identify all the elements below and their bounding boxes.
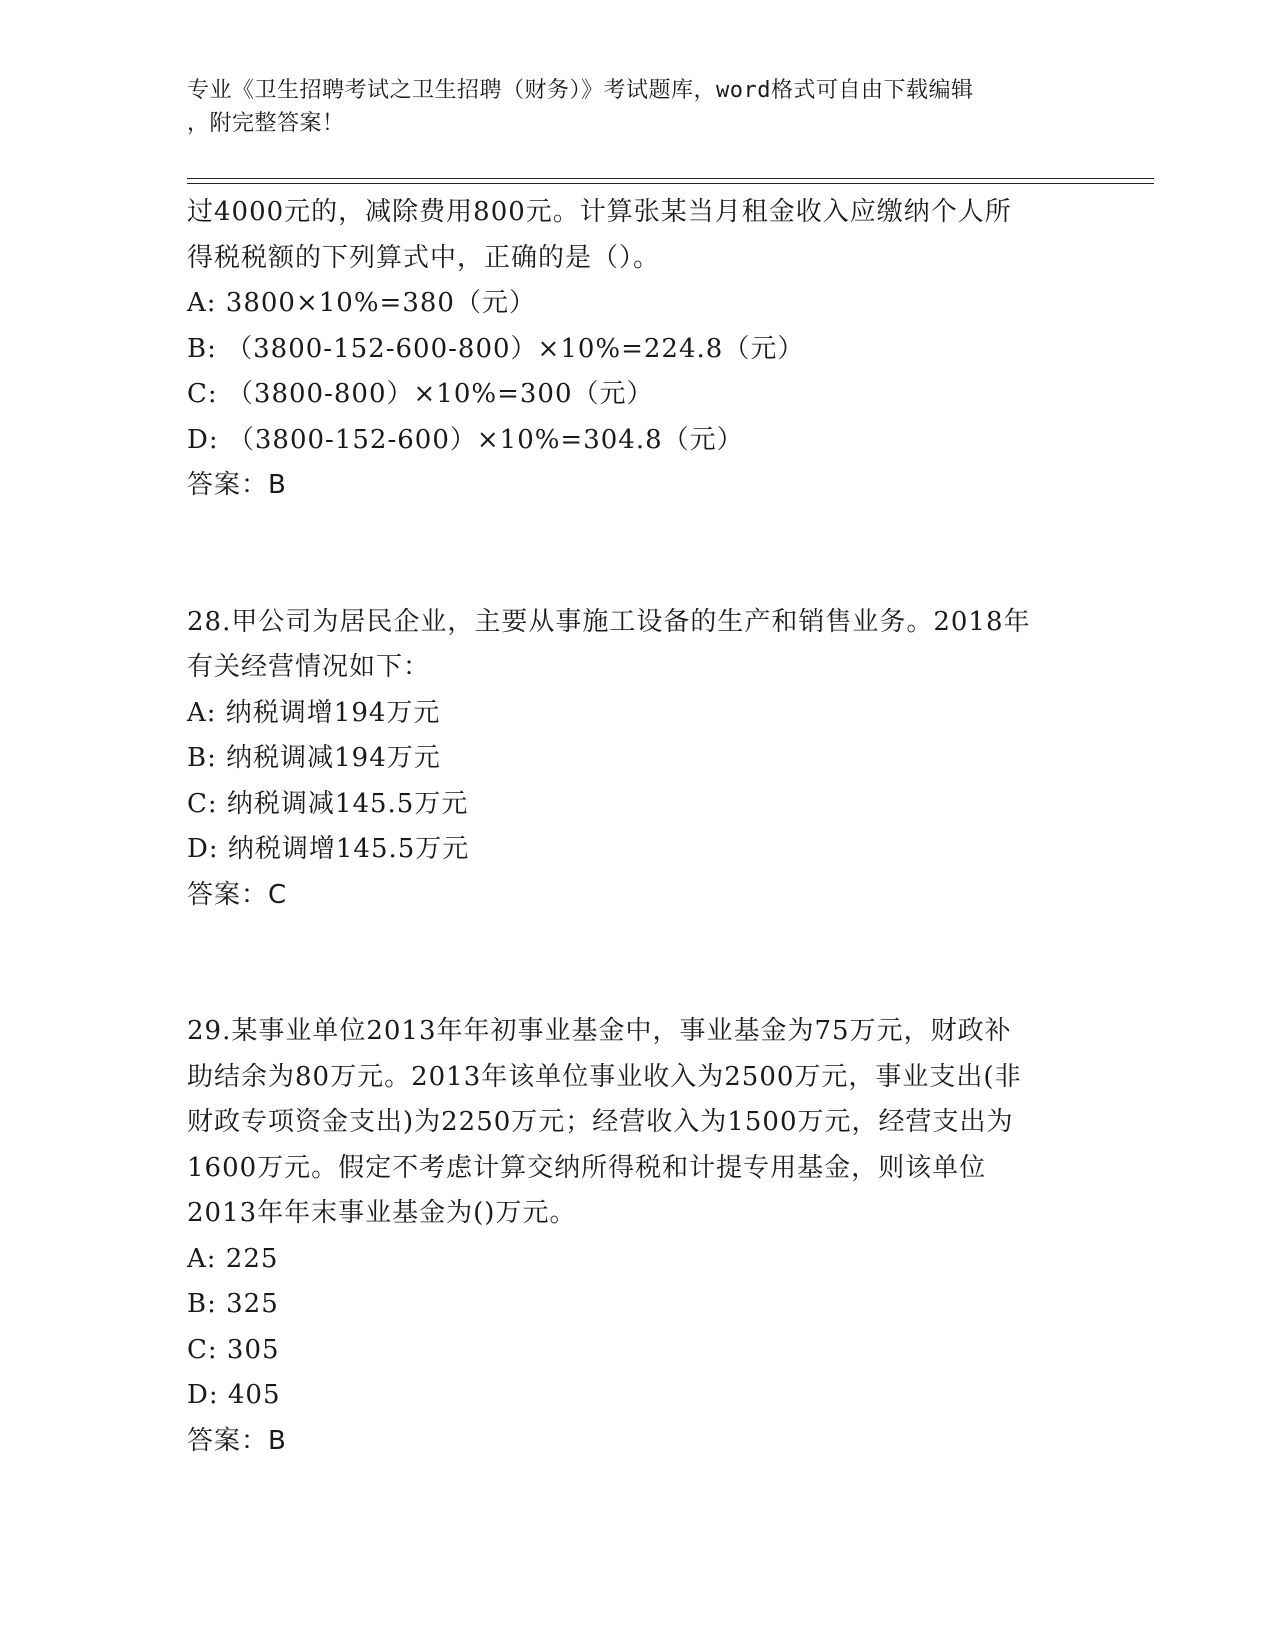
question-28	[187, 600, 1087, 919]
option-b: B: 纳税调减194万元	[187, 743, 441, 773]
question-text-line: 29.某事业单位2013年年初事业基金中，事业基金为75万元，财政补	[187, 1016, 1012, 1046]
option-d: D: （3800-152-600）×10%=304.8（元）	[187, 424, 744, 455]
option-a: A: 225	[187, 1243, 279, 1274]
spacer	[187, 918, 1087, 1009]
answer: 答案：C	[187, 879, 288, 910]
question-text-line: 助结余为80万元。2013年该单位事业收入为2500万元，事业支出(非	[187, 1061, 1022, 1092]
option-b: B: 325	[187, 1289, 279, 1319]
page-content	[187, 190, 1087, 1464]
question-27	[187, 190, 1087, 509]
header-line-2: ，附完整答案！	[187, 111, 345, 136]
option-d: D: 405	[187, 1380, 281, 1410]
option-d: D: 纳税调增145.5万元	[187, 834, 470, 864]
question-text-line: 财政专项资金支出)为2250万元；经营收入为1500万元，经营支出为	[187, 1107, 1014, 1137]
header-line-1: 专业《卫生招聘考试之卫生招聘（财务）》考试题库，word格式可自由下载编辑	[187, 78, 974, 103]
header-divider-bottom	[187, 183, 1154, 184]
option-a: A: 3800×10%=380（元）	[187, 288, 536, 318]
page-header	[187, 74, 1067, 140]
question-text-line: 得税税额的下列算式中，正确的是（）。	[187, 242, 661, 273]
question-text-line: 过4000元的，减除费用800元。计算张某当月租金收入应缴纳个人所	[187, 197, 1012, 227]
question-text-line: 2013年年末事业基金为()万元。	[187, 1198, 577, 1228]
option-c: C: 305	[187, 1334, 280, 1365]
question-text-line: 1600万元。假定不考虑计算交纳所得税和计提专用基金，则该单位	[187, 1152, 987, 1183]
question-text-line: 有关经营情况如下：	[187, 652, 431, 682]
header-divider-top	[187, 178, 1154, 179]
spacer	[187, 509, 1087, 600]
option-c: C: （3800-800）×10%=300（元）	[187, 379, 654, 409]
option-b: B: （3800-152-600-800）×10%=224.8（元）	[187, 333, 805, 364]
question-text-line: 28.甲公司为居民企业，主要从事施工设备的生产和销售业务。2018年	[187, 606, 1031, 637]
option-a: A: 纳税调增194万元	[187, 697, 441, 728]
option-c: C: 纳税调减145.5万元	[187, 788, 469, 819]
answer: 答案：B	[187, 470, 287, 500]
question-29	[187, 1009, 1087, 1464]
answer: 答案：B	[187, 1425, 287, 1456]
